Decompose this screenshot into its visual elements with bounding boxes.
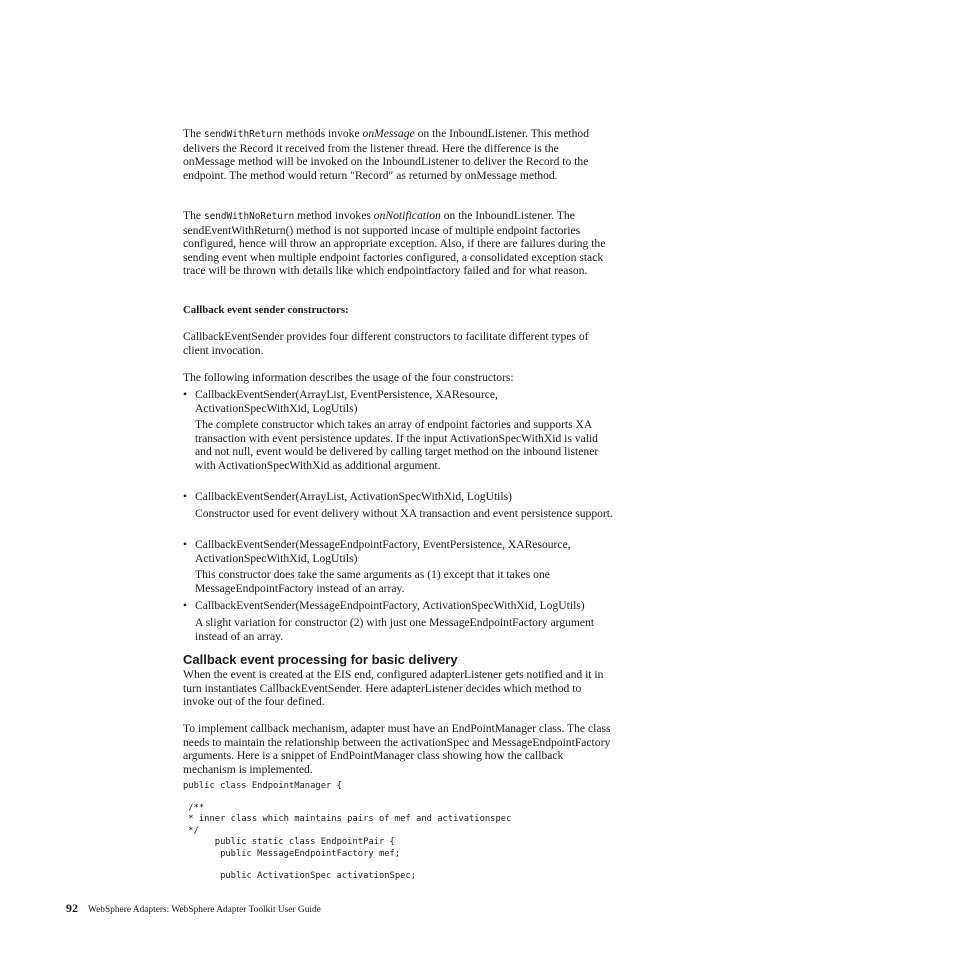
- paragraph-callback-mechanism: To implement callback mechanism, adapter must have an EndPointManager class. The class needs to maintain the relationship between the activationSpec and MessageEndpointFactory arguments. Here is a snippet of EndPointManager class showing how the callback mechanism is implemented.: [183, 722, 611, 776]
- constructor-signature: CallbackEventSender(ArrayList, EventPersistence, XAResource, ActivationSpecWithXid, LogUtils): [195, 388, 498, 415]
- bullet-icon: •: [183, 599, 188, 612]
- code-send-with-return: sendWithReturn: [203, 129, 283, 140]
- code-snippet: /** * inner class which maintains pairs of mef and activationspec */ public static class EndpointPair { public MessageEndpointFactory mef; public ActivationSpec activationSpec;: [188, 803, 512, 882]
- paragraph-event-processing: When the event is created at the EIS end, configured adapterListener gets notified and it in turn instantiates CallbackEventSender. Here adapterListener decides which method to invoke out of the four defined.: [183, 668, 604, 709]
- bullet-icon: •: [183, 490, 188, 503]
- code-send-with-no-return: sendWithNoReturn: [203, 211, 295, 222]
- constructor-description: This constructor does take the same arguments as (1) except that it takes one MessageEndpointFactory instead of an array.: [195, 568, 550, 595]
- constructor-description: Constructor used for event delivery without XA transaction and event persistence support.: [195, 507, 613, 520]
- constructor-description: The complete constructor which takes an array of endpoint factories and supports XA transaction with event persistence updates. If the input ActivationSpecWithXid is valid and not null, event would be delivered by calling target method on the inbound listener with ActivationSpecWithXid as additional argument.: [195, 418, 599, 472]
- constructor-signature: CallbackEventSender(ArrayList, ActivationSpecWithXid, LogUtils): [195, 490, 512, 503]
- constructors-label: Callback event sender constructors:: [183, 304, 349, 316]
- list-item: [183, 538, 613, 565]
- paragraph-send-with-return: The sendWithReturn methods invoke onMessage on the InboundListener. This method delivers the Record it received from the listener thread. Here the difference is the onMessage method will be invoked on the InboundListener to deliver the Record to the endpoint. The method would return ″Record″ as returned by onMessage method.: [183, 127, 590, 182]
- constructor-signature: CallbackEventSender(MessageEndpointFactory, ActivationSpecWithXid, LogUtils): [195, 599, 585, 612]
- constructor-description: A slight variation for constructor (2) with just one MessageEndpointFactory argument instead of an array.: [195, 616, 595, 643]
- list-item: [183, 599, 613, 613]
- bullet-icon: •: [183, 538, 188, 551]
- code-line: public class EndpointManager {: [183, 781, 342, 791]
- section-heading: Callback event processing for basic delivery: [183, 652, 458, 667]
- paragraph-usage-intro: The following information describes the usage of the four constructors:: [183, 371, 514, 384]
- list-item: [183, 490, 613, 504]
- page-number: 92: [66, 901, 78, 915]
- page-footer: [66, 901, 321, 916]
- list-item: [183, 388, 613, 415]
- bullet-icon: •: [183, 388, 188, 401]
- constructor-signature: CallbackEventSender(MessageEndpointFactory, EventPersistence, XAResource, ActivationSpecWithXid, LogUtils): [195, 538, 571, 565]
- paragraph-constructors-intro: CallbackEventSender provides four different constructors to facilitate different types of client invocation.: [183, 330, 589, 357]
- paragraph-send-with-no-return: The sendWithNoReturn method invokes onNotification on the InboundListener. The sendEventWithReturn() method is not supported incase of multiple endpoint factories configured, hence will throw an appropriate exception. Also, if there are failures during the sending event when multiple endpoint factories configured, a consolidated exception stack trace will be thrown with details like which endpointfactory failed and for what reason.: [183, 209, 606, 278]
- footer-title: WebSphere Adapters: WebSphere Adapter Toolkit User Guide: [88, 905, 321, 915]
